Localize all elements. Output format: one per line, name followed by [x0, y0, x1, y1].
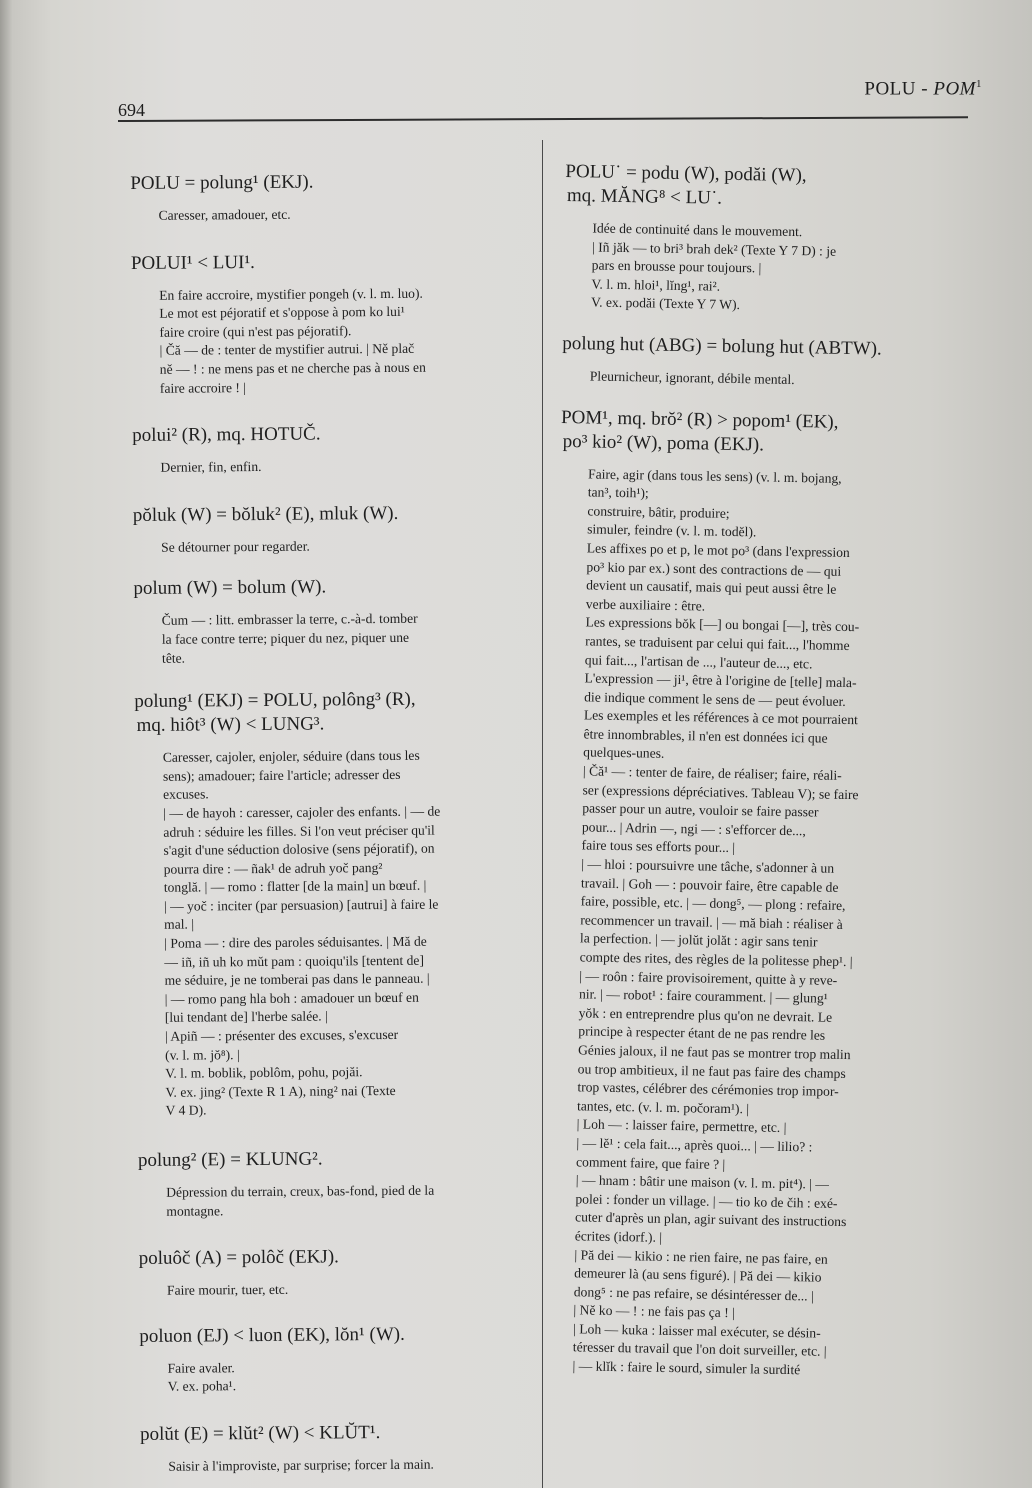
definition-line: téresser du travail que l'on doit surveiller, etc. |	[572, 1339, 827, 1360]
definition-line: Le mot est péjoratif et s'oppose à pom ko lui¹	[159, 304, 405, 321]
definition-line: | — yoč : inciter (par persuasion) [autrui] à faire le	[163, 896, 439, 914]
entry-headword	[139, 1321, 559, 1348]
entry-headword	[132, 421, 552, 448]
definition-line: excuses.	[163, 786, 209, 803]
definition-line: polei : fonder un village. | — tio ko de čih : exé-	[575, 1191, 838, 1211]
definition-line: cuter d'après un plan, agir suivant des instructions	[575, 1209, 847, 1230]
entry-definition	[140, 1356, 560, 1396]
definition-line: demeurer là (au sens figuré). | Pă dei — kikio	[574, 1265, 822, 1285]
definition-line: tan³, toih¹);	[587, 484, 649, 501]
definition-line: Faire avaler.	[167, 1359, 235, 1376]
definition-line: la face contre terre; piquer du nez, piquer une	[161, 629, 410, 647]
definition-line: nir. | — robot¹ : faire couramment. | — glung¹	[578, 986, 828, 1006]
entry-headword	[133, 500, 553, 527]
headword-line: polŭt (E) = klŭt² (W) < KLŬT¹.	[140, 1422, 381, 1445]
page-edge-shadow	[0, 0, 12, 1488]
definition-line: mal. |	[164, 916, 195, 933]
definition-line: Čum — : litt. embrasser la terre, c.-à-d. tomber	[161, 611, 418, 629]
dictionary-entry	[130, 169, 550, 226]
definition-line: Pleurnicheur, ignorant, débile mental.	[589, 368, 795, 387]
definition-line: faire, possible, etc. | — dong⁵, — plong : refaire,	[580, 893, 846, 914]
headword-line: POLUI¹ < LUI¹.	[130, 251, 255, 274]
dictionary-entry	[133, 500, 553, 557]
definition-line: être innombrables, il n'en est données ici que	[583, 726, 828, 746]
definition-line: Les expressions bŏk [—] ou bongai [—], très cou-	[585, 614, 860, 635]
definition-line: L'expression — ji¹, être à l'origine de [telle] mala-	[584, 670, 857, 691]
definition-line: rantes, se traduisent par celui qui fait..., l'homme	[585, 633, 850, 653]
definition-line: recommencer un travail. | — mă biah : réaliser à	[580, 912, 843, 932]
definition-line: | — hloi : poursuivre une tâche, s'adonner à un	[581, 856, 835, 876]
entry-definition	[563, 219, 973, 319]
entry-headword	[560, 406, 969, 461]
entry-headword	[562, 332, 970, 363]
definition-line: trop vastes, célébrer des cérémonies trop impor-	[577, 1079, 839, 1100]
definition-line: | — lĕ¹ : cela fait..., après quoi... | — lilio? :	[576, 1135, 813, 1155]
definition-line: Dernier, fin, enfin.	[160, 459, 262, 475]
definition-line: Dépression du terrain, creux, bas-fond, pied de la	[166, 1182, 435, 1200]
definition-line: s'agit d'une séduction dolosive (sens péjoratif), on	[163, 840, 435, 858]
definition-line: quelques-unes.	[583, 744, 665, 762]
definition-line: pourra dire : — ñak¹ de adruh yoč pang²	[163, 859, 383, 877]
definition-line: | Čă — de : tenter de mystifier autrui. | Ně plač	[159, 341, 415, 359]
entry-definition	[131, 283, 552, 398]
definition-line: V. ex. podăi (Texte Y 7 W).	[590, 294, 741, 313]
definition-line: principe à respecter étant de ne pas rendre les	[578, 1023, 826, 1044]
headword-line: poluon (EJ) < luon (EK), lŏn¹ (W).	[139, 1323, 405, 1347]
entry-definition	[132, 456, 552, 478]
definition-line: | — de hayoh : caresser, cajoler des enfants. | — de	[163, 803, 441, 821]
entry-definition	[130, 204, 550, 226]
dictionary-entry	[134, 687, 557, 1121]
entry-headword	[130, 169, 550, 196]
definition-line: | Apiñ — : présenter des excuses, s'excuser	[164, 1026, 399, 1044]
headword-line: poluôč (A) = polôč (EKJ).	[138, 1246, 339, 1270]
entry-definition	[562, 367, 970, 393]
definition-line: adruh : séduire les filles. Si l'on veut préciser qu'il	[163, 822, 435, 840]
definition-line: V. ex. jing² (Texte R 1 A), ning² nai (Texte	[165, 1082, 396, 1100]
page-number: 694	[118, 100, 145, 120]
entry-headword	[140, 1420, 560, 1447]
headword-line: pŏluk (W) = bŏluk² (E), mluk (W).	[132, 502, 399, 526]
definition-line: comment faire, que faire ? |	[575, 1153, 726, 1172]
entry-definition	[139, 1279, 559, 1301]
definition-line: tantes, etc. (v. l. m. počoram¹). |	[576, 1098, 750, 1117]
definition-line: Saisir à l'improviste, par surprise; forcer la main.	[168, 1456, 434, 1474]
running-head-sup: 1	[976, 78, 982, 90]
definition-line: Caresser, amadouer, etc.	[158, 206, 291, 223]
definition-line: | Čă¹ — : tenter de faire, de réaliser; faire, réali-	[582, 763, 842, 783]
definition-line: Génies jaloux, il ne faut pas se montrer trop malin	[577, 1042, 851, 1063]
definition-line: écrites (idorf.). |	[574, 1228, 663, 1245]
header-rule	[118, 116, 968, 121]
definition-line: Les affixes po et p, le mot po³ (dans l'expression	[586, 540, 850, 560]
entry-definition	[138, 1181, 558, 1221]
definition-line: tonglă. | — romo : flatter [de la main] un bœuf. |	[163, 877, 427, 896]
definition-line: Caresser, cajoler, enjoler, séduire (dans tous les	[162, 747, 420, 765]
headword-line: mq. MĂNG⁸ < LU˙.	[566, 185, 723, 209]
headword-line: mq. hiôt³ (W) < LUNG³.	[136, 713, 325, 737]
definition-line: ser (expressions dépréciatives. Tableau V); se faire	[582, 782, 859, 802]
definition-line: me séduire, je ne tomberai pas dans le panneau. |	[164, 970, 430, 989]
definition-line: dong⁵ : ne pas refaire, se désintéresser de... |	[573, 1284, 814, 1304]
entry-definition	[544, 465, 968, 1383]
definition-line: verbe auxiliaire : être.	[585, 596, 706, 614]
definition-line: | — klĭk : faire le sourd, simuler la surdité	[572, 1358, 801, 1378]
definition-line: | — romo pang hla boh : amadouer un bœuf en	[164, 989, 419, 1007]
headword-line: polung² (E) = KLUNG².	[137, 1148, 323, 1171]
entry-headword	[131, 248, 551, 275]
definition-line: yŏk : en entreprendre plus qu'on ne devrait. Le	[578, 1005, 833, 1025]
right-column	[544, 136, 974, 1383]
dictionary-entry	[139, 1321, 560, 1396]
definition-line: pour... | Adrin —, ngi — : s'efforcer de...,	[581, 819, 806, 839]
definition-line: (v. l. m. jŏ⁸). |	[165, 1046, 240, 1063]
headword-line: po³ kio² (W), poma (EKJ).	[562, 430, 765, 456]
dictionary-entry	[138, 1146, 559, 1221]
definition-line: Faire, agir (dans tous les sens) (v. l. m. bojang,	[587, 466, 842, 486]
dictionary-entry	[562, 332, 971, 393]
definition-line: qui fait..., l'artisan de ..., l'auteur de..., etc.	[584, 651, 813, 671]
definition-line: Se détourner pour regarder.	[161, 538, 310, 555]
definition-line: ně — ! : ne mens pas et ne cherche pas à nous en	[159, 359, 426, 377]
headword-line: polui² (R), mq. HOTUČ.	[132, 423, 321, 447]
definition-line: travail. | Goh — : pouvoir faire, être capable de	[580, 875, 839, 895]
definition-line: po³ kio par ex.) sont des contractions de — qui	[586, 558, 842, 579]
entry-definition	[133, 535, 553, 557]
headword-line: polung¹ (EKJ) = POLU, polông³ (R),	[134, 688, 416, 713]
definition-line: faire croire (qui n'est pas péjoratif).	[159, 323, 352, 340]
dictionary-entry	[544, 406, 969, 1383]
definition-line: passer pour un autre, vouloir se faire passer	[582, 800, 819, 820]
entry-definition	[135, 746, 558, 1121]
definition-line: Idée de continuité dans le mouvement.	[592, 220, 803, 240]
definition-line: la perfection. | — jolŭt jolăt : agir sans tenir	[579, 930, 818, 950]
entry-headword	[565, 160, 974, 215]
running-head-roman: POLU -	[864, 78, 934, 100]
definition-line: V. l. m. boblik, poblôm, pohu, pojăi.	[165, 1064, 363, 1081]
definition-line: | Pă dei — kikio : ne rien faire, ne pas faire, en	[574, 1246, 828, 1267]
definition-line: Faire mourir, tuer, etc.	[166, 1281, 289, 1298]
definition-line: V 4 D).	[165, 1102, 207, 1119]
definition-line: | — roôn : faire provisoirement, quitte à y reve-	[579, 967, 838, 988]
dictionary-entry	[133, 574, 554, 668]
definition-line: compte des rites, des règles de la politesse phep¹. |	[579, 949, 853, 970]
definition-line: simuler, feindre (v. l. m. todĕl).	[587, 521, 757, 540]
definition-line: | Ně ko — ! : ne fais pas ça ! |	[573, 1302, 735, 1321]
definition-line: die indique comment le sens de — peut évoluer.	[584, 689, 846, 709]
definition-line: — iñ, iñ uh ko mŭt pam : quoiqu'ils [tentent de]	[164, 952, 425, 970]
dictionary-entry	[139, 1244, 559, 1301]
definition-line: devient un causatif, mais qui peut aussi être le	[586, 577, 837, 597]
definition-line: faire tous ses efforts pour... |	[581, 837, 736, 856]
definition-line: En faire accroire, mystifier pongeh (v. l. m. luo).	[159, 285, 423, 303]
definition-line: pars en brousse pour toujours. |	[591, 257, 762, 276]
running-head-italic: POM	[933, 78, 976, 100]
headword-line: POM¹, mq. brŏ² (R) > popom¹ (EK),	[560, 406, 839, 433]
definition-line: | Loh — : laisser faire, permettre, etc. |	[576, 1116, 787, 1136]
entry-definition	[134, 609, 554, 668]
dictionary-entry	[132, 421, 552, 478]
headword-line: polung hut (ABG) = bolung hut (ABTW).	[562, 332, 882, 360]
headword-line: POLU = polung¹ (EKJ).	[130, 171, 314, 194]
definition-line: | — hnam : bâtir une maison (v. l. m. pit⁴). | —	[575, 1172, 830, 1192]
dictionary-entry	[563, 160, 974, 319]
definition-line: | Poma — : dire des paroles séduisantes. | Mă de	[164, 933, 427, 951]
left-column	[130, 145, 560, 1477]
definition-line: [lui tendant de] l'herbe salée. |	[164, 1008, 328, 1026]
running-head	[864, 78, 982, 100]
entry-headword	[134, 687, 554, 738]
definition-line: ou trop ambitieux, il ne faut pas faire des champs	[577, 1060, 846, 1081]
headword-line: polum (W) = bolum (W).	[133, 576, 327, 600]
definition-line: V. ex. poha¹.	[167, 1378, 237, 1395]
dictionary-entry	[140, 1420, 560, 1477]
headword-line: POLU˙ = podu (W), podăi (W),	[565, 160, 807, 187]
definition-line: Les exemples et les références à ce mot pourraient	[583, 707, 858, 728]
dictionary-entry	[131, 248, 552, 398]
definition-line: montagne.	[166, 1202, 224, 1219]
entry-headword	[133, 574, 553, 601]
definition-line: construire, bâtir, produire;	[587, 503, 730, 521]
definition-line: | Loh — kuka : laisser mal exécuter, se désin-	[573, 1321, 821, 1341]
entry-headword	[139, 1244, 559, 1271]
definition-line: tête.	[161, 650, 186, 666]
definition-line: faire accroire ! |	[159, 379, 247, 396]
definition-line: | Iñ jăk — to bri³ brah dek² (Texte Y 7 D) : je	[591, 239, 837, 259]
definition-line: V. l. m. hloi¹, lĭng¹, rai².	[591, 276, 721, 294]
entry-headword	[138, 1146, 558, 1173]
entry-definition	[140, 1455, 560, 1477]
definition-line: sens); amadouer; faire l'article; adresser des	[162, 766, 401, 784]
